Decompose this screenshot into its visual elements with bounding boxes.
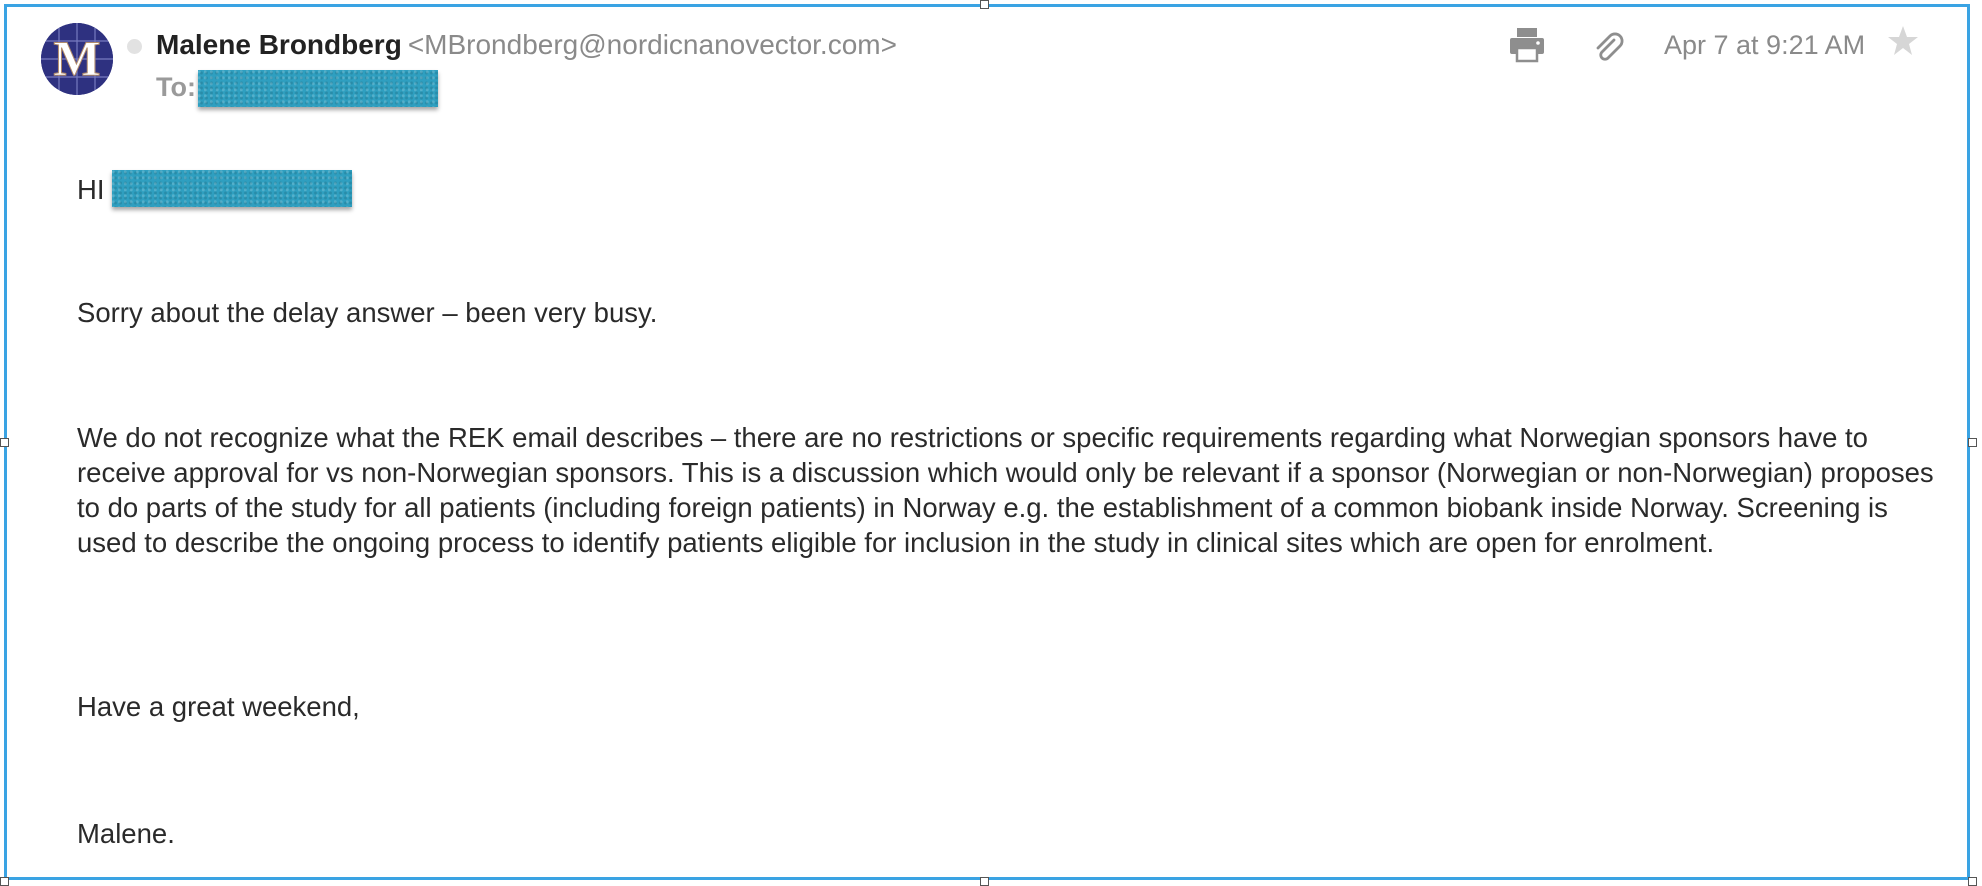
resize-handle-bottom-right[interactable] <box>1968 877 1977 886</box>
body-paragraph: Have a great weekend, <box>77 691 360 722</box>
redacted-recipient <box>198 70 438 107</box>
unread-indicator[interactable] <box>127 39 142 54</box>
sender-email[interactable]: <MBrondberg@nordicnanovector.com> <box>407 29 897 60</box>
resize-handle-left[interactable] <box>0 438 9 447</box>
redacted-greeting-name <box>112 170 352 207</box>
greeting: HI <box>77 174 105 205</box>
print-icon[interactable] <box>1508 26 1546 64</box>
resize-handle-bottom[interactable] <box>980 877 989 886</box>
attachment-icon[interactable] <box>1590 30 1626 66</box>
resize-handle-top[interactable] <box>980 0 989 9</box>
signature: Malene. <box>77 818 175 849</box>
sender-line <box>156 28 897 62</box>
resize-handle-bottom-left[interactable] <box>0 877 9 886</box>
resize-handle-right[interactable] <box>1968 438 1977 447</box>
body-paragraph: Sorry about the delay answer – been very busy. <box>77 297 658 328</box>
message-date: Apr 7 at 9:21 AM <box>1664 30 1866 60</box>
sender-avatar <box>41 23 113 95</box>
body-paragraph: We do not recognize what the REK email describes – there are no restrictions or specific requirements regarding what Norwegian sponsors have to receive approval for vs non-Norwegian sponsors. This is a discussion which would only be relevant if a sponsor (Norwegian or non-Norwegian) proposes to do parts of the study for all patients (including foreign patients) in Norway e.g. the establishment of a common biobank inside Norway. Screening is used to describe the ongoing process to identify patients eligible for inclusion in the study in clinical sites which are open for enrolment. <box>77 422 1934 558</box>
star-icon[interactable] <box>1886 24 1920 58</box>
avatar-letter: M <box>53 30 101 86</box>
sender-name[interactable]: Malene Brondberg <box>156 29 402 60</box>
recipient-label: To: <box>156 72 196 102</box>
